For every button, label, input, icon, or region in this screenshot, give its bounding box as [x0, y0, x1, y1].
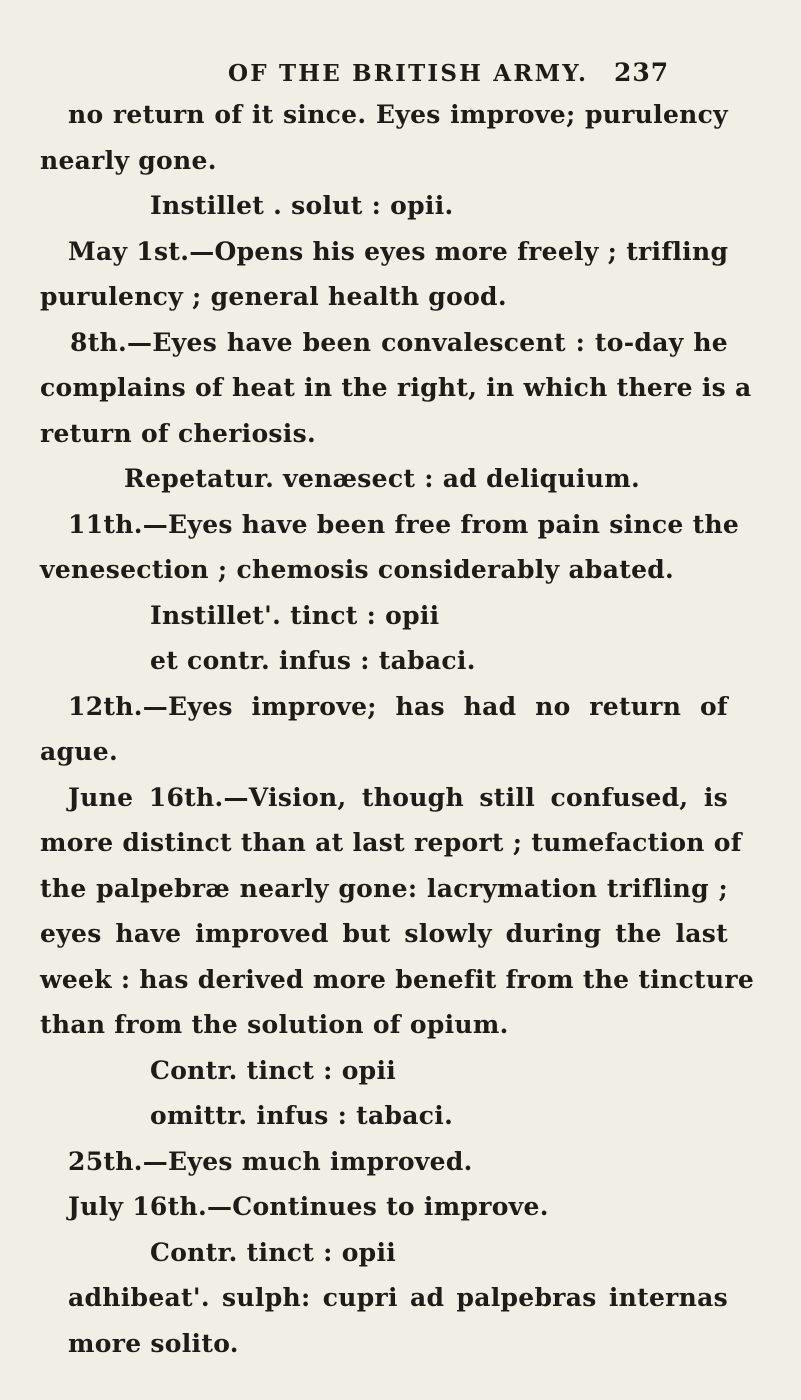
text-line: nearly gone.: [40, 146, 217, 175]
running-head: [0, 58, 801, 94]
text-line: eyes have improved but slowly during the last: [40, 919, 728, 948]
text-line: June 16th.—Vision, though still confused, is: [68, 783, 728, 812]
text-line: 12th.—Eyes improve; has had no return of: [68, 692, 728, 721]
text-line: week : has derived more benefit from the tincture: [40, 965, 755, 994]
text-line: ague.: [40, 737, 118, 766]
text-line: Contr. tinct : opii: [150, 1238, 397, 1267]
text-line: more distinct than at last report ; tumefaction of: [40, 828, 742, 857]
text-line: more solito.: [68, 1329, 239, 1358]
text-line: venesection ; chemosis considerably abated.: [40, 555, 675, 584]
text-line: adhibeat'. sulph: cupri ad palpebras internas: [68, 1283, 728, 1312]
text-line: Repetatur. venæsect : ad deliquium.: [124, 464, 640, 493]
text-line: complains of heat in the right, in which there is a: [40, 373, 752, 402]
text-line: purulency ; general health good.: [40, 282, 507, 311]
text-line: return of cheriosis.: [40, 419, 316, 448]
text-line: the palpebræ nearly gone: lacrymation trifling ;: [40, 874, 728, 903]
text-line: 25th.—Eyes much improved.: [68, 1147, 473, 1176]
text-line: May 1st.—Opens his eyes more freely ; trifling: [68, 237, 729, 266]
text-line: Instillet . solut : opii.: [150, 191, 454, 220]
page-number: 237: [614, 58, 670, 87]
text-line: no return of it since. Eyes improve; purulency: [68, 100, 728, 129]
text-line: omittr. infus : tabaci.: [150, 1101, 454, 1130]
text-line: et contr. infus : tabaci.: [150, 646, 476, 675]
text-line: than from the solution of opium.: [40, 1010, 509, 1039]
text-line: Contr. tinct : opii: [150, 1056, 397, 1085]
text-line: Instillet'. tinct : opii: [150, 601, 440, 630]
text-line: July 16th.—Continues to improve.: [68, 1192, 549, 1221]
text-line: 11th.—Eyes have been free from pain since the: [68, 510, 740, 539]
running-title: OF THE BRITISH ARMY.: [228, 60, 589, 87]
text-line: 8th.—Eyes have been convalescent : to-day he: [70, 328, 728, 357]
